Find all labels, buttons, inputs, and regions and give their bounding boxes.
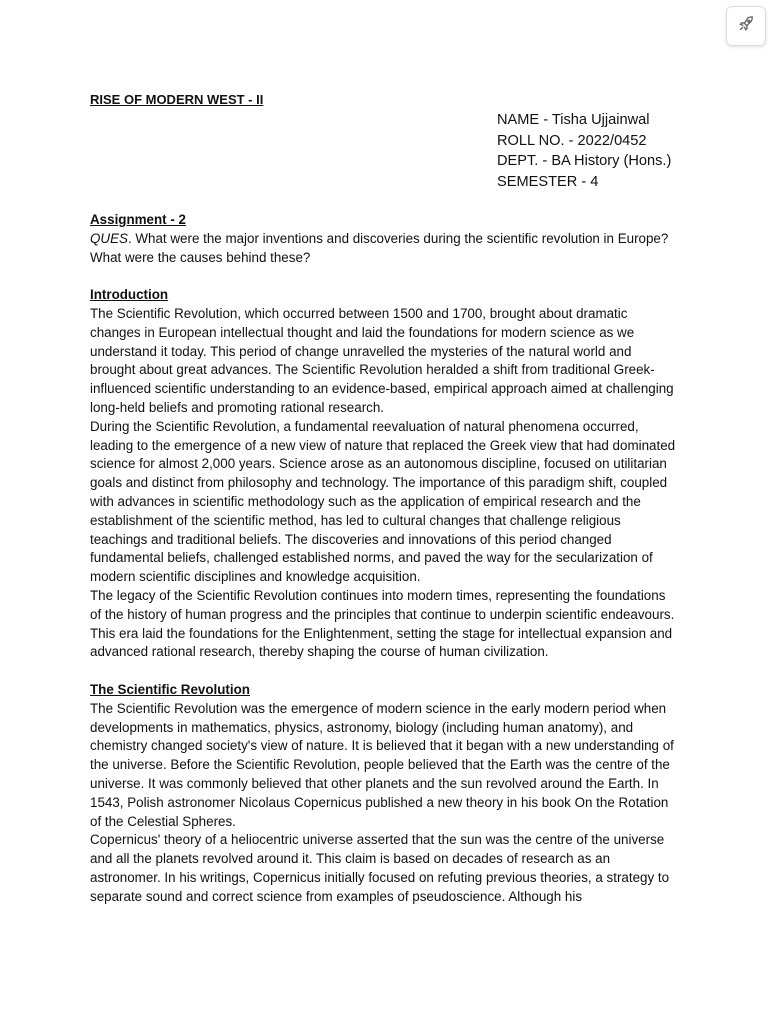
spacer xyxy=(90,267,680,286)
intro-paragraph: During the Scientific Revolution, a fundamental reevaluation of natural phenomena occurred, leading to the emergence of a new view of nature that replaced the Greek view that had dominated science for almost 2,000 years. Science arose as an autonomous discipline, focused on utilitarian goals and distinct from philosophy and technology. The importance of this paradigm shift, coupled with advances in scientific methodology such as the application of empirical research and the establishment of the scientific method, has led to cultural changes that challenge religious teachings and traditional beliefs. The discoveries and innovations of this period changed fundamental beliefs, challenged established norms, and paved the way for the secularization of modern scientific disciplines and knowledge acquisition. xyxy=(90,418,676,585)
scientific-revolution-heading: The Scientific Revolution xyxy=(90,681,250,697)
document-body xyxy=(90,211,680,906)
launch-button[interactable] xyxy=(726,6,766,46)
document-title: RISE OF MODERN WEST - II xyxy=(90,92,264,107)
question xyxy=(90,230,680,268)
question-text: . What were the major inventions and discoveries during the scientific revolution in Europe? What were the causes behind these? xyxy=(90,230,669,265)
student-semester: SEMESTER - 4 xyxy=(497,173,599,190)
intro-paragraph: The legacy of the Scientific Revolution continues into modern times, representing the foundations of the history of human progress and the principles that continue to underpin scientific endeavours. This era laid the foundations for the Enlightenment, setting the stage for intellectual expansion and advanced rational research, thereby shaping the course of human civilization. xyxy=(90,587,675,660)
student-department: DEPT. - BA History (Hons.) xyxy=(497,153,672,169)
student-roll-number: ROLL NO. - 2022/0452 xyxy=(497,132,647,149)
question-label: QUES xyxy=(90,230,128,246)
spacer xyxy=(90,662,680,681)
assignment-heading: Assignment - 2 xyxy=(90,212,186,227)
introduction-heading: Introduction xyxy=(90,287,169,303)
revolution-paragraph: The Scientific Revolution was the emergence of modern science in the early modern period when developments in mathematics, physics, astronomy, biology (including human anatomy), and chemistry changed society's view of nature. It is believed that it began with a new understanding of the universe. Before the Scientific Revolution, people believed that the Earth was the centre of the universe. It was commonly believed that other planets and the sun revolved around the Earth. In 1543, Polish astronomer Nicolaus Copernicus published a new theory in his book On the Rotation of the Celestial Spheres. xyxy=(90,700,674,829)
student-name: NAME - Tisha Ujjainwal xyxy=(497,112,650,128)
intro-paragraph: The Scientific Revolution, which occurred between 1500 and 1700, brought about dramatic changes in European intellectual thought and laid the foundations for modern science as we understand it today. This period of change unravelled the mysteries of the natural world and brought about great advances. The Scientific Revolution heralded a shift from traditional Greek-influenced scientific understanding to an evidence-based, empirical approach aimed at challenging long-held beliefs and promoting rational research. xyxy=(90,305,674,415)
revolution-paragraph: Copernicus' theory of a heliocentric universe asserted that the sun was the centre of the universe and all the planets revolved around it. This claim is based on decades of research as an astronomer. In his writings, Copernicus initially focused on refuting previous theories, a strategy to separate sound and correct science from examples of pseudoscience. Although his xyxy=(90,832,670,904)
rocket-icon xyxy=(736,14,756,39)
student-info-block xyxy=(497,110,671,192)
